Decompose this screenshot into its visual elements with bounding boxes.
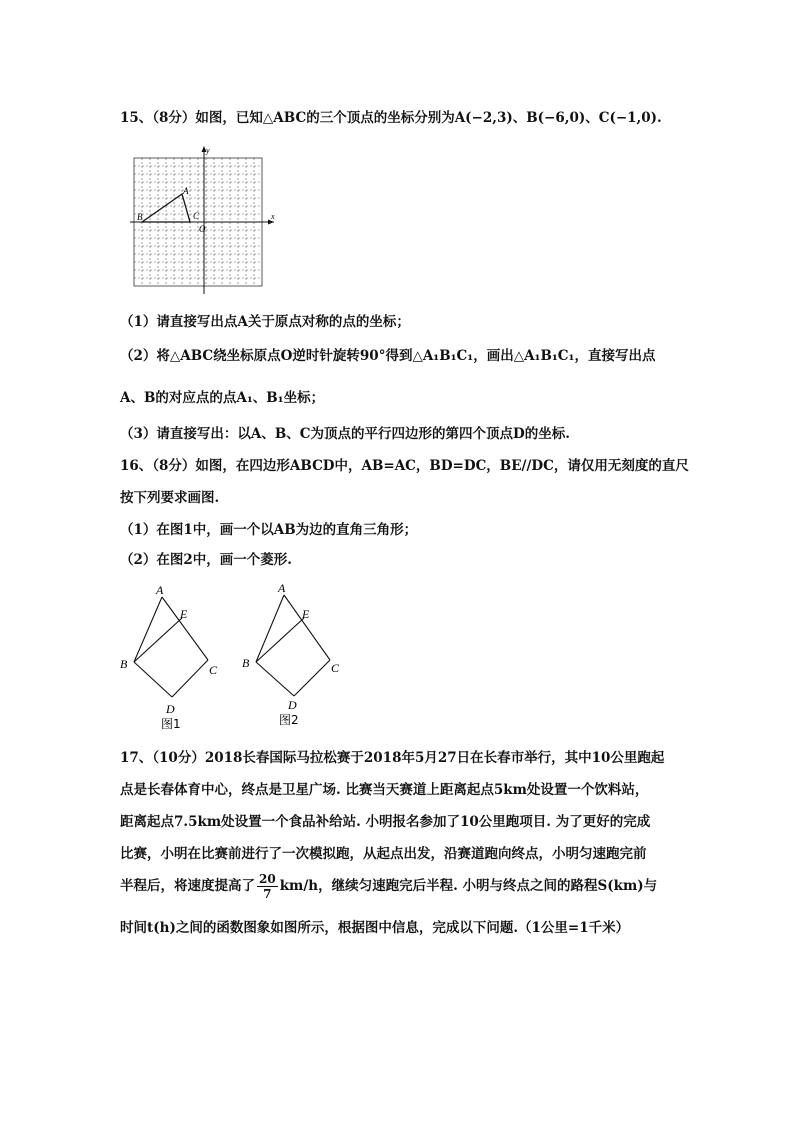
label-a: A <box>183 186 189 196</box>
q17-line4: 比赛，小明在比赛前进行了一次模拟跑，从起点出发，沿赛道跑向终点，小明匀速跑完前 <box>120 846 647 862</box>
q17-line3: 距离起点7.5km处设置一个食品补给站. 小明报名参加了10公里跑项目. 为了更好的完成 <box>120 814 651 830</box>
fig1-label-c: C <box>209 663 218 677</box>
fraction-denominator: 7 <box>263 887 272 901</box>
fig1-label-b: B <box>120 657 128 671</box>
q17-line5-pre: 半程后，将速度提高了 <box>120 878 255 894</box>
q15-coordinate-grid <box>128 144 282 296</box>
q16-part1: （1）在图1中，画一个以AB为边的直角三角形； <box>120 522 418 538</box>
q15-stem: 15、（8分）如图，已知△ABC的三个顶点的坐标分别为A(−2,3)、B(−6,0)、C(−1,0). <box>120 110 662 126</box>
q15-part2a: （2）将△ABC绕坐标原点O逆时针旋转90°得到△A₁B₁C₁，画出△A₁B₁C₁，直接写出点 <box>120 348 656 364</box>
fig2-caption: 图2 <box>279 713 299 727</box>
q17-line6: 时间t(h)之间的函数图象如图所示，根据图中信息，完成以下问题.（1公里=1千米） <box>120 920 630 936</box>
q17-line1: 17、（10分）2018长春国际马拉松赛于2018年5月27日在长春市举行，其中10公里跑起 <box>120 750 665 766</box>
q15-part3: （3）请直接写出：以A、B、C为顶点的平行四边形的第四个顶点D的坐标. <box>120 426 570 442</box>
q16-stem-line1: 16、（8分）如图，在四边形ABCD中，AB=AC，BD=DC，BE//DC，请仅用无刻度的直尺 <box>120 458 689 474</box>
q15-part1: （1）请直接写出点A关于原点对称的点的坐标； <box>120 314 410 330</box>
x-axis-label: x <box>271 212 275 221</box>
fig2-label-c: C <box>331 661 340 675</box>
q17-line5-post: km/h，继续匀速跑完后半程. 小明与终点之间的路程S(km)与 <box>279 878 658 894</box>
fig2-label-e: E <box>302 607 310 621</box>
label-o: O <box>199 224 206 234</box>
label-b: B <box>137 212 143 222</box>
q15-part2b: A、B的对应点的点A₁、B₁坐标； <box>120 390 325 406</box>
fig1-label-a: A <box>156 583 164 597</box>
label-c: C <box>193 211 200 221</box>
q16-part2: （2）在图2中，画一个菱形. <box>120 552 292 568</box>
y-axis-label: y <box>206 146 210 155</box>
fig2-label-d: D <box>288 698 297 712</box>
q16-figure-2 <box>234 578 352 730</box>
q16-figure-1 <box>112 580 230 732</box>
q17-line5 <box>120 872 657 901</box>
speed-fraction <box>257 872 278 901</box>
fig2-label-a: A <box>278 581 286 595</box>
fig2-label-b: B <box>242 656 250 670</box>
fraction-numerator: 20 <box>259 872 276 886</box>
q17-line2: 点是长春体育中心，终点是卫星广场. 比赛当天赛道上距离起点5km处设置一个饮料站， <box>120 782 649 798</box>
fig1-label-d: D <box>166 702 175 716</box>
fig1-label-e: E <box>180 607 188 621</box>
fig1-caption: 图1 <box>161 717 181 731</box>
q16-stem-line2: 按下列要求画图. <box>120 490 220 506</box>
